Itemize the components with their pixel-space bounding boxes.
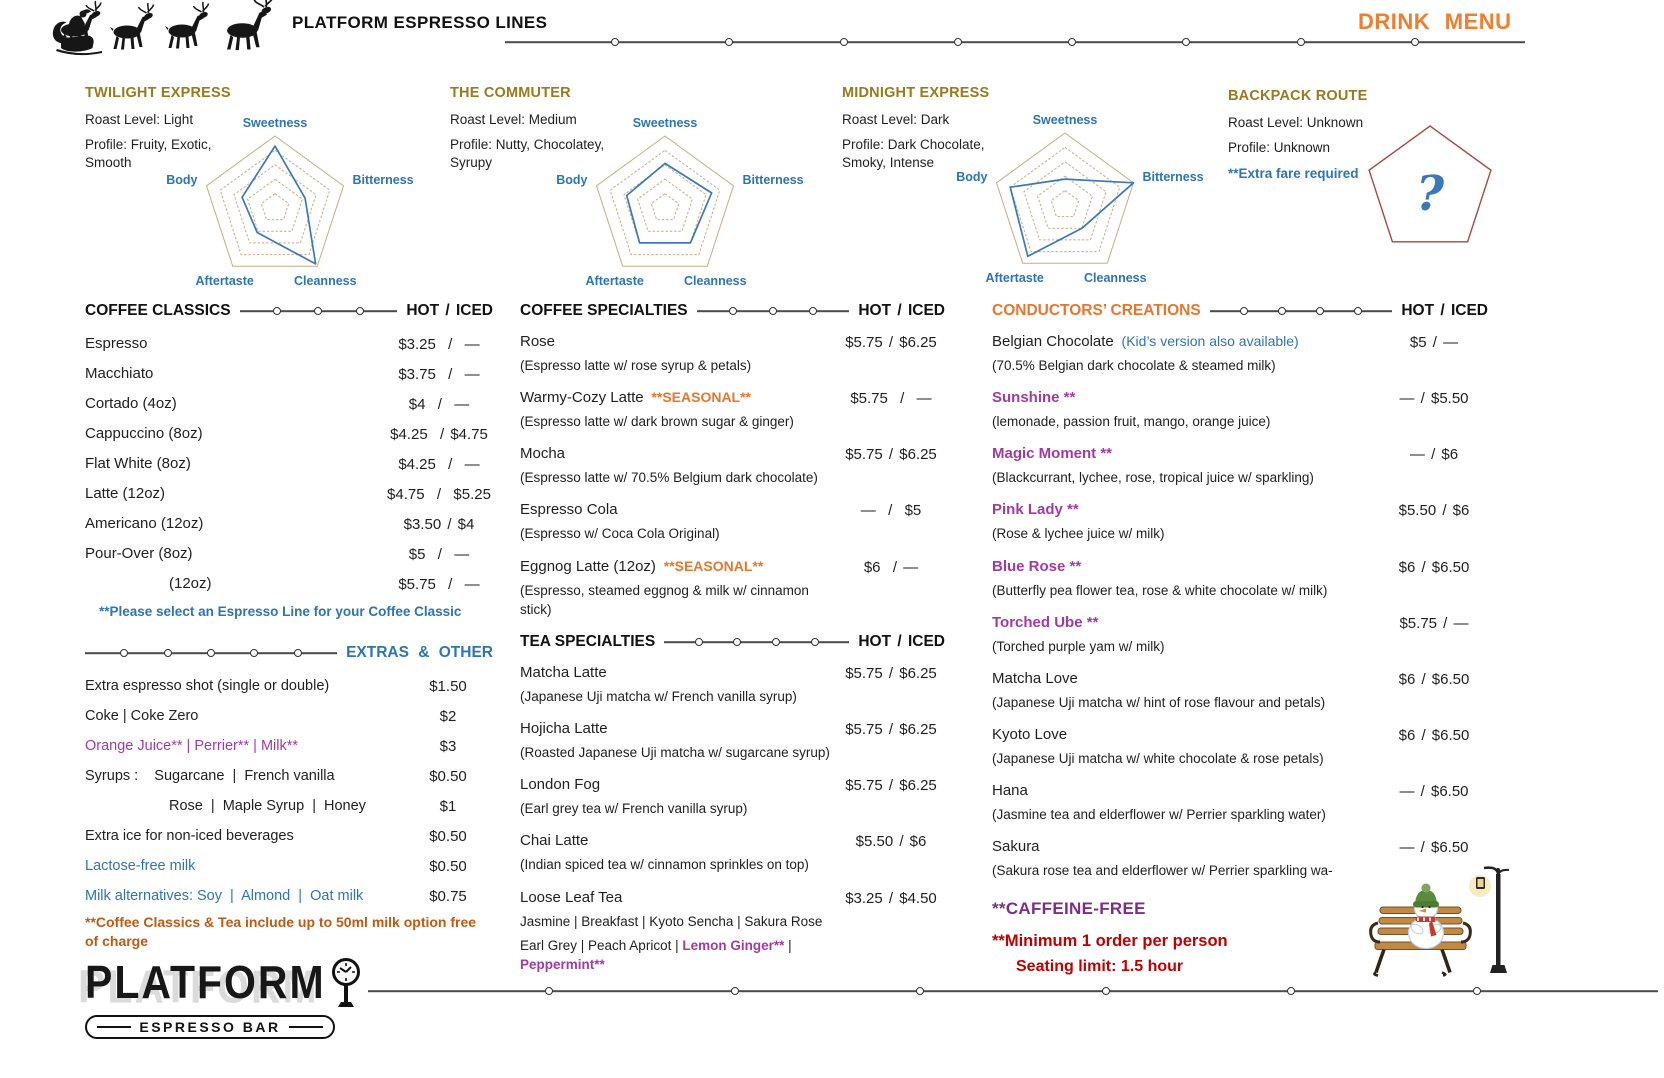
item-name: Mocha [520,445,566,463]
platform-espresso-bar-logo [85,956,345,1039]
item-name: Cappuccino (8oz) [85,425,203,442]
item-price: $0.75 [429,888,467,905]
menu-item [520,720,945,762]
extra-fare-note: **Extra fare required [1228,166,1359,182]
item-name: Sakura [992,838,1040,856]
item-name: Lactose-free milk [85,858,196,874]
item-name: Torched Ube ** [992,613,1099,631]
extras-header [85,644,493,662]
item-description: (Earl grey tea w/ French vanilla syrup) [520,801,748,817]
snowman-bench-lamppost-graphic [1352,848,1524,984]
radar-axis-label: Aftertaste [985,271,1044,286]
item-name: Coke | Coke Zero [85,708,199,724]
menu-item [85,485,493,503]
item-description: (Espresso, steamed eggnog & milk w/ cinnamon stick) [520,582,813,617]
item-price: $4.75 / $5.25 [387,486,491,503]
item-name: Matcha Love [992,669,1078,687]
item-name: Magic Moment ** [992,445,1113,463]
radar-grid-ring [638,179,693,231]
item-price: $6 / $6.50 [1398,670,1470,688]
item-name: Pour-Over (8oz) [85,545,193,562]
section-title: CONDUCTORS’ CREATIONS [992,302,1201,319]
flavour-profile: Profile: Fruity, Exotic, Smooth [85,137,212,171]
item-price: $5 / — [408,546,470,563]
menu-item [992,726,1488,768]
menu-item [85,857,493,875]
radar-grid-ring [1038,176,1093,228]
radar-axis-label: Cleanness [294,274,357,289]
item-name: Kyoto Love [992,726,1068,744]
radar-axis-label: Body [556,172,588,187]
item-name: Espresso Cola [520,501,618,519]
radar-grid-ring [248,179,303,231]
radar-data-polygon [242,146,316,264]
extras-list [85,677,493,905]
item-description: Earl Grey | Peach Apricot | Lemon Ginger** | Peppermint** [520,937,796,972]
menu-item [85,545,493,563]
section-title: TEA SPECIALTIES [520,632,656,650]
radar-chart-twilight-express [157,108,414,300]
item-price: $5.75 / — [398,576,480,593]
item-price: $0.50 [429,828,467,845]
menu-item [85,515,493,533]
item-name: Syrups : Sugarcane | French vanilla [85,768,335,784]
item-description: (Indian spiced tea w/ cinnamon sprinkles on top) [520,857,809,873]
menu-item [520,832,945,874]
item-description: (Roasted Japanese Uji matcha w/ sugarcane syrup) [520,745,830,761]
item-price: $4.25 / — [398,456,480,473]
unknown-pentagon-graphic [1362,116,1498,258]
column-coffee-classics [85,302,493,1039]
railway-divider-bottom [368,986,1658,996]
item-name: Flat White (8oz) [85,455,191,472]
radar-grid-ring [651,194,678,220]
radar-grid-ring [1051,191,1078,217]
item-name: Extra espresso shot (single or double) [85,678,330,694]
section-title: COFFEE CLASSICS [85,302,231,319]
item-description: (lemonade, passion fruit, mango, orange juice) [992,414,1271,430]
radar-chart-the-commuter [547,108,804,300]
menu-item [85,827,493,845]
item-price: $6 / $6.50 [1398,558,1470,576]
radar-axis-label: Bitterness [742,172,804,187]
item-price: $1.50 [429,678,467,695]
item-name: Eggnog Latte (12oz) [520,557,656,575]
coffee-classics-list [85,335,493,593]
item-price: $5.50 / $6 [855,833,927,851]
radar-axis-label: Aftertaste [195,274,254,289]
item-description: (Espresso latte w/ rose syrup & petals) [520,358,752,373]
item-name: Blue Rose ** [992,557,1082,575]
menu-item [992,782,1488,824]
item-name: Chai Latte [520,832,589,850]
item-name: Latte (12oz) [85,485,166,502]
espresso-line-midnight-express [842,85,1242,300]
menu-item [85,455,493,473]
item-price: $5.50 / $6 [1398,502,1470,520]
menu-item [85,707,493,725]
item-price: $3 [439,738,457,755]
item-price: — / $6 [1409,446,1459,464]
item-description: (Blackcurrant, lychee, rose, tropical juice w/ sparkling) [992,470,1314,486]
radar-grid-ring [597,136,734,266]
menu-item [992,389,1488,431]
radar-data-polygon [1010,179,1133,256]
conductors-creations-list [992,333,1488,881]
menu-item [520,389,945,431]
price-column-header: HOT / ICED [406,302,493,319]
tea-specialties-list [520,664,945,974]
railway-divider [1210,306,1393,316]
item-description: (Rose & lychee juice w/ milk) [992,526,1165,542]
radar-axis-label: Bitterness [352,172,414,187]
menu-item [520,776,945,818]
radar-grid-ring [1024,162,1106,240]
menu-item [85,395,493,413]
item-name: Cortado (4oz) [85,395,177,412]
item-description: (Torched purple yam w/ milk) [992,638,1165,654]
coffee-classics-header [85,302,493,320]
page-title: PLATFORM ESPRESSO LINES [292,13,548,32]
item-price: $3.25 / — [398,336,480,353]
item-price: $3.75 / — [398,366,480,383]
menu-item [85,425,493,443]
item-name: Belgian Chocolate [992,333,1114,350]
item-price: — / $5 [860,502,922,520]
item-price: — / $5.50 [1399,390,1469,408]
line-title: MIDNIGHT EXPRESS [842,85,990,101]
question-mark: ? [1415,166,1445,222]
railway-divider [240,306,398,316]
radar-axis-label: Bitterness [1142,169,1204,184]
radar-grid-ring [234,165,316,243]
station-clock-icon [328,957,364,1011]
railway-divider [664,637,849,647]
tea-specialties-header [520,633,945,651]
espresso-line-note: **Please select an Espresso Line for your Coffee Classic [99,604,462,619]
menu-item [992,670,1488,712]
item-name: Hana [992,782,1028,800]
roast-level: Roast Level: Dark [842,112,950,127]
item-price: $6 / — [863,558,919,576]
item-price: $3.25 / $4.50 [845,889,937,907]
item-price: — / $6.50 [1399,839,1469,857]
railway-divider [85,648,337,658]
item-description: (Espresso w/ Coca Cola Original) [520,526,720,542]
menu-item [85,365,493,383]
item-price: $5.75 / $6.25 [845,777,937,795]
section-title: COFFEE SPECIALTIES [520,302,688,319]
radar-axis-label: Cleanness [1084,271,1147,286]
menu-item [992,333,1488,375]
item-description: (Butterfly pea flower tea, rose & white chocolate w/ milk) [992,582,1328,598]
item-name: Rose | Maple Syrup | Honey [169,798,366,814]
menu-item [85,797,493,815]
menu-item [520,558,945,619]
item-description: (Japanese Uji matcha w/ white chocolate & rose petals) [992,751,1324,767]
item-description: (70.5% Belgian dark chocolate & steamed milk) [992,358,1276,373]
item-name: Hojicha Latte [520,720,608,738]
espresso-line-the-commuter [450,85,850,300]
item-price: $6 / $6.50 [1398,727,1470,745]
minimum-order-note: **Minimum 1 order per person [992,931,1228,950]
item-name: Warmy-Cozy Latte [520,389,644,407]
item-name: (12oz) [169,575,212,592]
item-description: (Jasmine tea and elderflower w/ Perrier sparkling water) [992,807,1326,823]
item-price: $5.75 / — [850,390,932,408]
radar-grid-ring [261,194,288,220]
railway-divider [697,306,850,316]
menu-item [520,889,945,974]
radar-grid-ring [207,136,344,266]
item-price: $3.50 / $4 [403,516,475,533]
item-name: Pink Lady ** [992,501,1079,519]
roast-level: Roast Level: Unknown [1228,115,1364,130]
menu-item [992,614,1488,656]
item-price: $5.75 / — [1399,614,1469,632]
section-title: EXTRAS & OTHER [346,644,493,661]
price-column-header: HOT / ICED [858,632,945,650]
item-name: Orange Juice** | Perrier** | Milk** [85,738,299,754]
coffee-specialties-list [520,333,945,619]
line-title: BACKPACK ROUTE [1228,88,1368,104]
radar-axis-label: Body [166,172,198,187]
price-column-header: HOT / ICED [1401,302,1488,319]
item-price: $4.25 / $4.75 [390,426,488,443]
radar-grid-ring [997,133,1134,263]
item-description: (Espresso latte w/ dark brown sugar & ginger) [520,414,794,430]
radar-axis-label: Sweetness [632,116,698,130]
menu-item [520,664,945,706]
item-name: Sunshine ** [992,389,1076,407]
logo-capsule [85,1015,335,1039]
radar-axis-label: Body [956,169,988,184]
menu-item [85,887,493,905]
radar-axis-label: Sweetness [1032,113,1098,127]
kids-version-note: (Kid’s version also available) [1113,333,1299,349]
item-price: $5.75 / $6.25 [845,721,937,739]
line-title: TWILIGHT EXPRESS [85,85,231,101]
item-price: $1 [439,798,457,815]
item-description: (Japanese Uji matcha w/ hint of rose flavour and petals) [992,694,1326,710]
item-name: Matcha Latte [520,663,607,681]
radar-axis-label: Cleanness [684,274,747,289]
item-price: $0.50 [429,768,467,785]
price-column-header: HOT / ICED [858,302,945,319]
item-name: Macchiato [85,365,154,382]
seasonal-tag: **SEASONAL** [643,389,751,406]
drink-menu-badge: DRINK MENU [1358,9,1512,34]
item-name: Extra ice for non-iced beverages [85,828,294,844]
seasonal-tag: **SEASONAL** [655,557,764,574]
roast-level: Roast Level: Light [85,112,194,127]
item-name: Americano (12oz) [85,515,204,532]
item-name: Loose Leaf Tea [520,888,623,906]
roast-level: Roast Level: Medium [450,112,577,127]
item-price: — / $6.50 [1399,783,1469,801]
item-name: Milk alternatives: Soy | Almond | Oat milk [85,888,364,904]
menu-item [992,445,1488,487]
milk-option-note: **Coffee Classics & Tea include up to 50ml milk option free of charge [85,914,477,949]
item-description: (Espresso latte w/ 70.5% Belgium dark chocolate) [520,470,818,486]
item-description: (Japanese Uji matcha w/ French vanilla syrup) [520,688,797,704]
espresso-line-twilight-express [85,85,485,300]
menu-item [85,767,493,785]
item-name: London Fog [520,776,601,794]
menu-item [85,575,493,593]
menu-item [85,737,493,755]
item-name: Espresso [85,335,148,352]
menu-item [85,677,493,695]
item-price: $2 [439,708,457,725]
menu-item [992,501,1488,543]
logo-sub-text: ESPRESSO BAR [139,1018,281,1035]
item-name: Rose [520,333,556,350]
railway-divider-top [505,37,1525,47]
column-specialties [520,302,945,974]
espresso-line-backpack-route [1228,88,1538,303]
item-description: (Sakura rose tea and elderflower w/ Perrier sparkling wa- [992,863,1333,879]
santa-sleigh-reindeer-graphic [52,1,287,63]
menu-item [520,501,945,543]
logo-brand-text: PLATFORM [85,956,326,1009]
flavour-profile: Profile: Unknown [1228,140,1331,155]
conductors-creations-header [992,302,1488,320]
caffeine-free-note: **CAFFEINE-FREE [992,898,1146,918]
item-description: Jasmine | Breakfast | Kyoto Sencha | Sakura Rose [520,913,823,929]
line-title: THE COMMUTER [450,85,571,101]
radar-chart-midnight-express [947,105,1204,297]
radar-axis-label: Sweetness [242,116,308,130]
menu-item [85,335,493,353]
menu-item [520,333,945,375]
item-price: $5 / — [1409,334,1459,351]
item-price: $4 / — [408,396,470,413]
item-price: $5.75 / $6.25 [845,334,937,351]
menu-item [520,445,945,487]
menu-item [992,558,1488,600]
flavour-profile: Profile: Dark Chocolate, Smoky, Intense [842,137,985,171]
coffee-specialties-header [520,302,945,320]
item-price: $5.75 / $6.25 [845,446,937,464]
item-price: $5.75 / $6.25 [845,664,937,682]
seating-limit-note: Seating limit: 1.5 hour [1016,957,1184,975]
flavour-profile: Profile: Nutty, Chocolatey, Syrupy [450,137,605,171]
item-price: $0.50 [429,858,467,875]
radar-axis-label: Aftertaste [585,274,644,289]
